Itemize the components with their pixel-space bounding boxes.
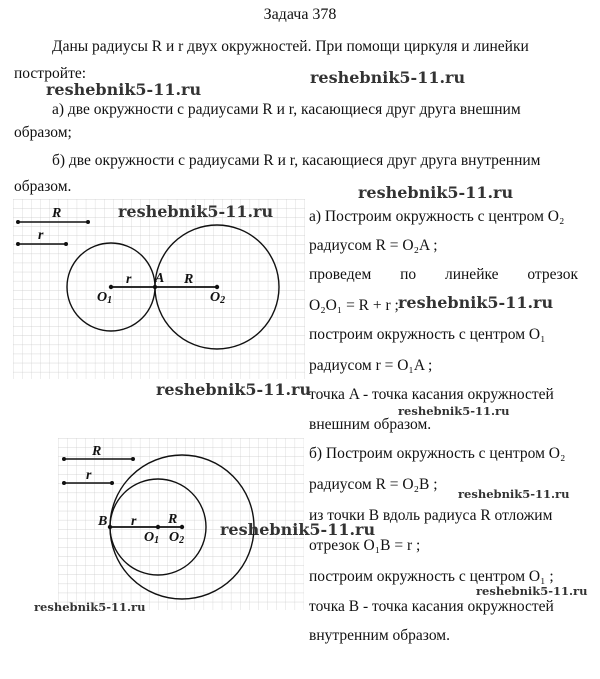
watermark: reshebnik5-11.ru xyxy=(358,183,514,202)
watermark: reshebnik5-11.ru xyxy=(398,404,510,418)
statement-line: б) две окружности с радиусами R и r, касающиеся друг друга внутренним xyxy=(52,152,541,169)
label-O1: O1 xyxy=(144,530,160,546)
word: проведем xyxy=(309,266,372,283)
statement-line: постройте: xyxy=(14,65,87,82)
point-b xyxy=(108,525,112,529)
solution-a-line: радиусом r = O₁A ; xyxy=(309,357,433,374)
figure-a xyxy=(13,199,305,379)
word: отрезок xyxy=(527,266,578,283)
watermark: reshebnik5-11.ru xyxy=(118,202,274,221)
point xyxy=(64,242,68,246)
label-R: R xyxy=(92,444,102,459)
watermark: reshebnik5-11.ru xyxy=(156,380,312,399)
solution-b-line: б) Построим окружность с центром O₂ xyxy=(309,445,566,462)
watermark: reshebnik5-11.ru xyxy=(476,584,588,598)
point xyxy=(16,242,20,246)
watermark: reshebnik5-11.ru xyxy=(34,600,146,614)
solution-b-line: точка B - точка касания окружностей xyxy=(309,598,554,615)
label-r: r xyxy=(131,514,137,529)
watermark: reshebnik5-11.ru xyxy=(220,520,376,539)
watermark: reshebnik5-11.ru xyxy=(310,68,466,87)
label-r: r xyxy=(38,228,44,243)
statement-line: образом; xyxy=(14,124,72,141)
solution-a-line: построим окружность с центром O₁ xyxy=(309,326,546,343)
watermark: reshebnik5-11.ru xyxy=(458,487,570,501)
label-O1: O1 xyxy=(97,290,113,306)
solution-a-line: а) Построим окружность с центром O₂ xyxy=(309,208,565,225)
solution-b-line: построим окружность с центром O₁ ; xyxy=(309,568,554,585)
solution-b-line: внутренним образом. xyxy=(309,627,450,644)
point xyxy=(86,220,90,224)
point-o1 xyxy=(109,285,113,289)
grid-a xyxy=(13,199,305,379)
point xyxy=(110,481,114,485)
point-o1 xyxy=(156,525,160,529)
label-R: R xyxy=(184,272,194,287)
label-r: r xyxy=(86,468,92,483)
word: по xyxy=(400,266,417,283)
solution-a-line: внешним образом. xyxy=(309,416,432,433)
statement-line: Даны радиусы R и r двух окружностей. При помощи циркуля и линейки xyxy=(52,38,529,55)
label-r: r xyxy=(126,272,132,287)
statement-line: а) две окружности с радиусами R и r, касающиеся друг друга внешним xyxy=(52,101,521,118)
point-o2 xyxy=(215,285,219,289)
point xyxy=(62,481,66,485)
statement-line: образом. xyxy=(14,178,72,195)
label-O2: O2 xyxy=(210,290,226,306)
solution-b-line: из точки B вдоль радиуса R отложим xyxy=(309,507,553,524)
label-O2: O2 xyxy=(169,530,185,546)
watermark: reshebnik5-11.ru xyxy=(46,80,202,99)
point xyxy=(16,220,20,224)
solution-b-line: радиусом R = O₂B ; xyxy=(309,476,438,493)
solution-b-line: отрезок O₁B = r ; xyxy=(309,537,421,554)
point-o2 xyxy=(180,525,184,529)
solution-a-line: радиусом R = O₂A ; xyxy=(309,237,438,254)
problem-title: Задача 378 xyxy=(263,6,337,23)
watermark: reshebnik5-11.ru xyxy=(398,293,554,312)
label-R: R xyxy=(168,512,178,527)
point xyxy=(62,457,66,461)
label-R: R xyxy=(52,206,62,221)
word: линейке xyxy=(444,266,499,283)
solution-a-line: точка A - точка касания окружностей xyxy=(309,386,554,403)
label-A: A xyxy=(155,271,165,286)
label-B: B xyxy=(98,514,108,529)
point xyxy=(131,457,135,461)
solution-a-line: O₂O₁ = R + r ; xyxy=(309,297,399,314)
